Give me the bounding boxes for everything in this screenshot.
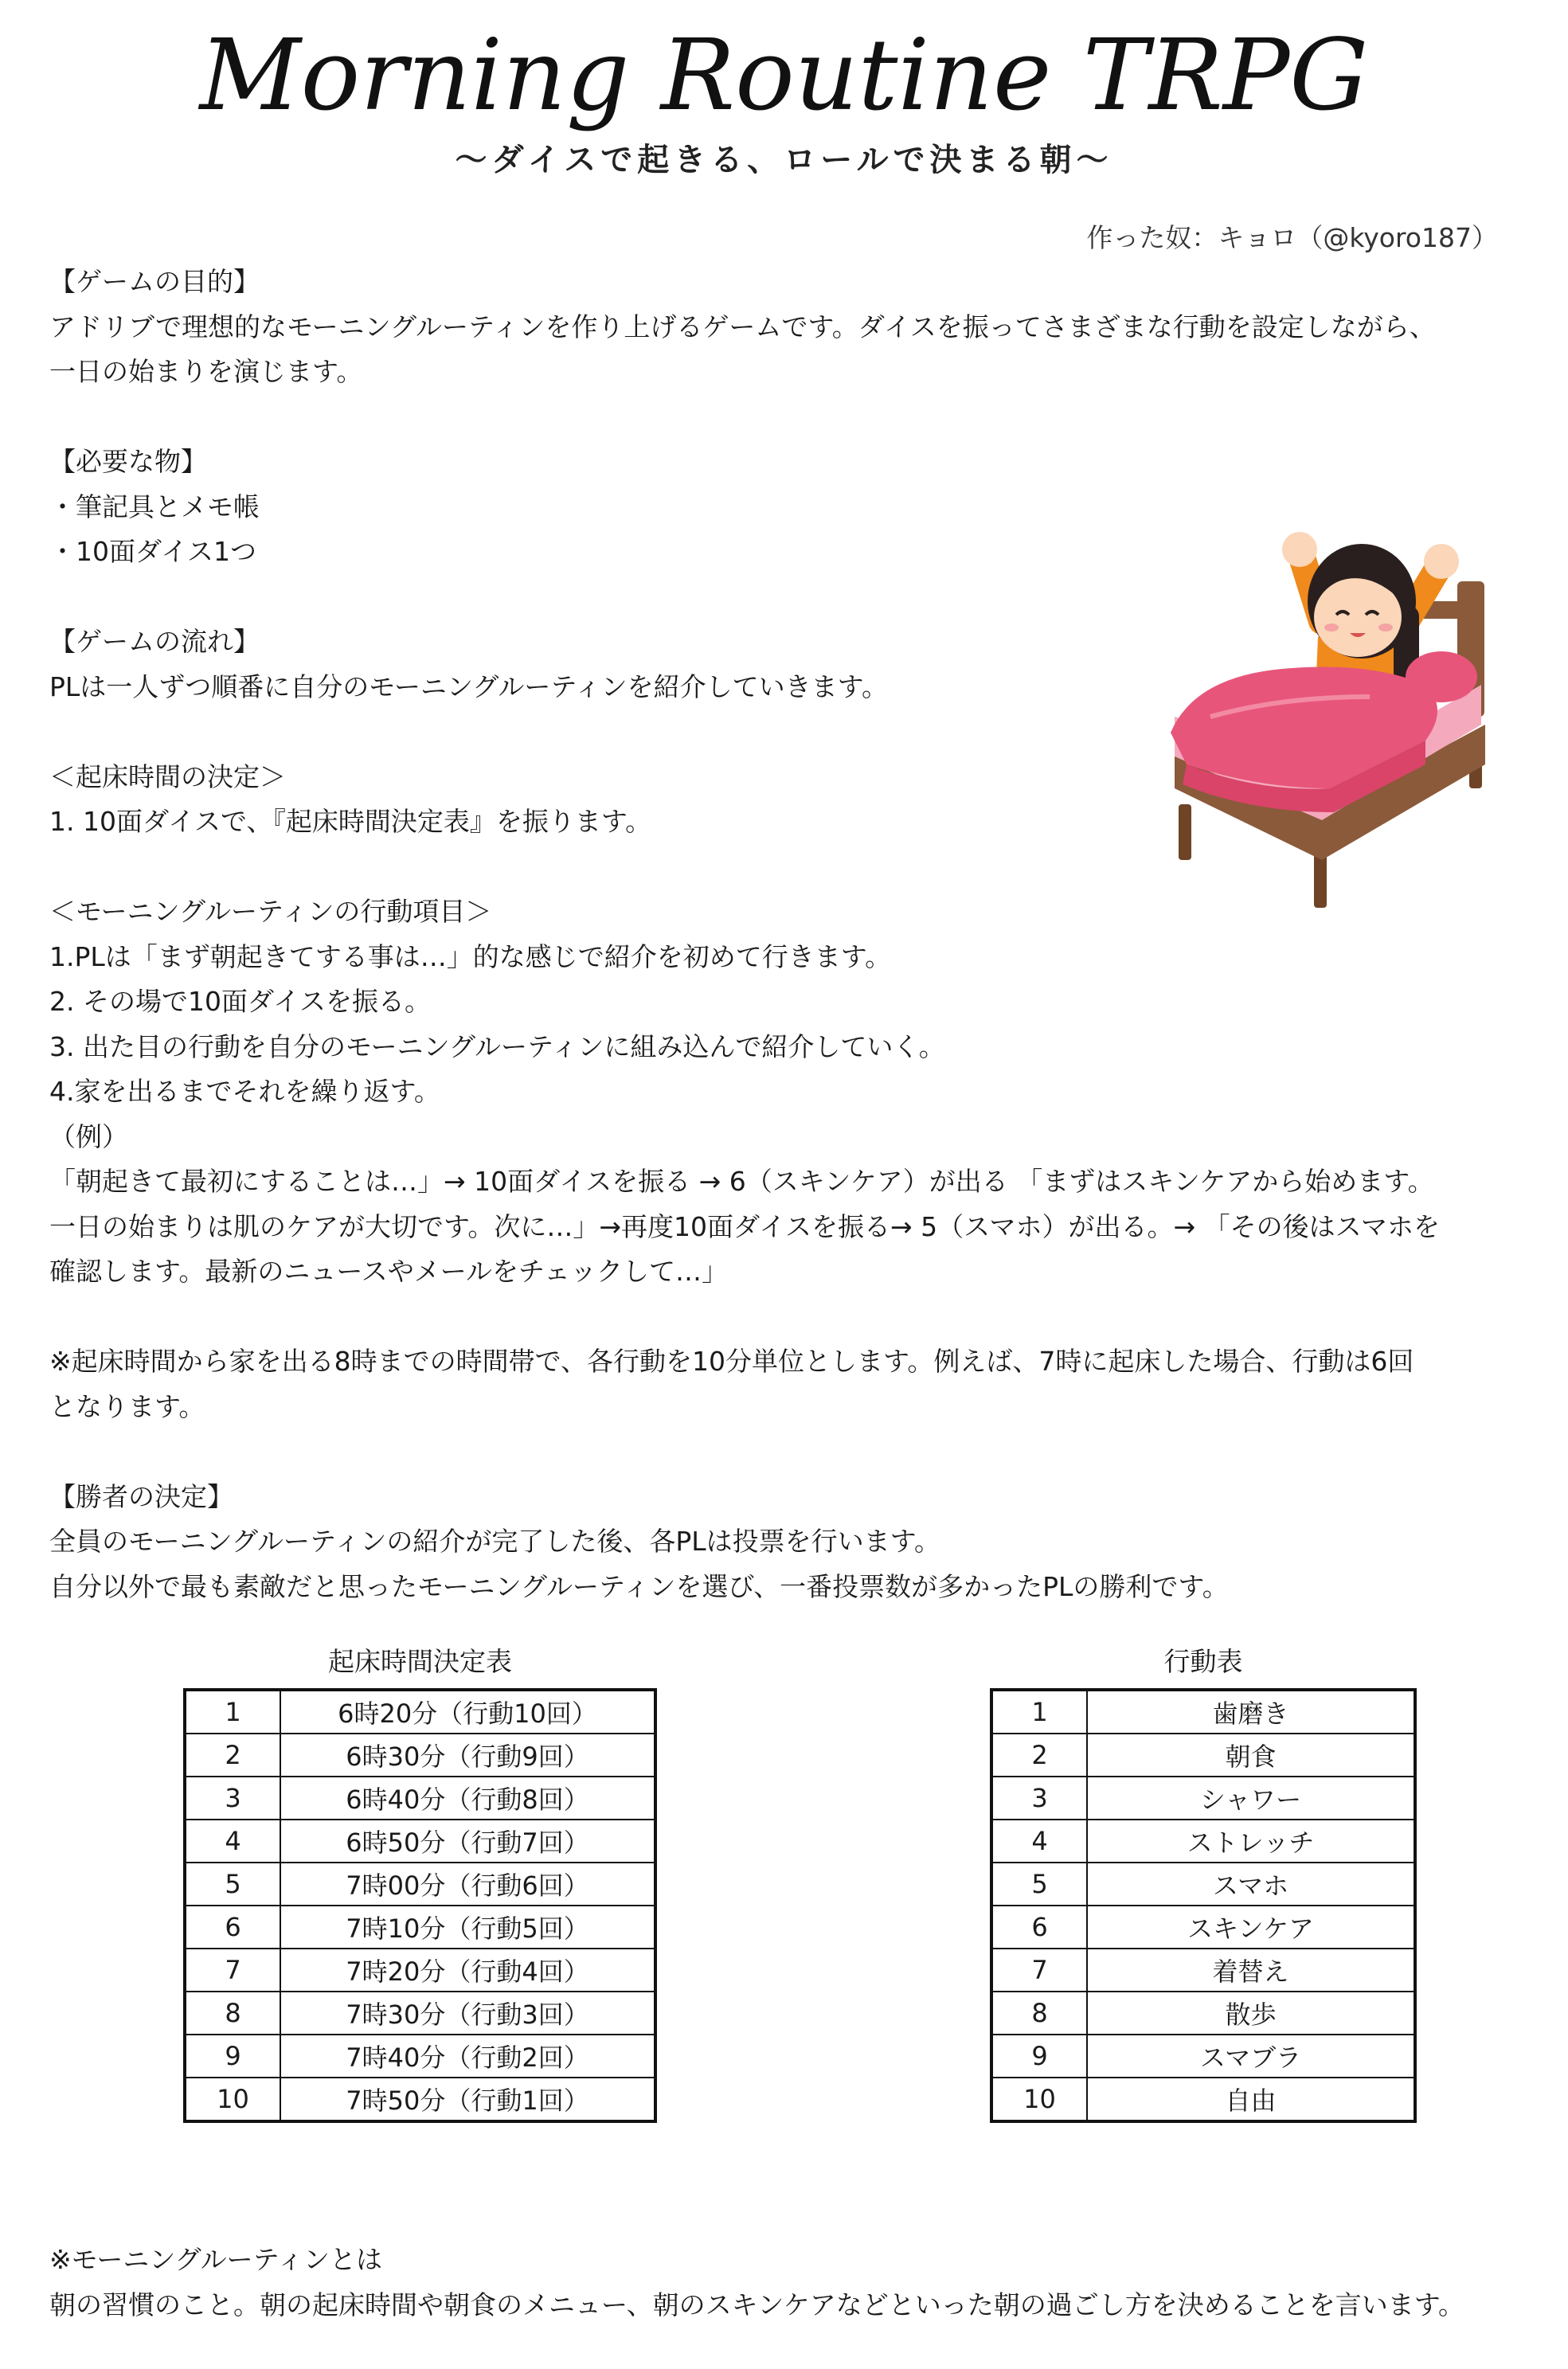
wake-time-table bbox=[183, 1688, 657, 2123]
body-line bbox=[49, 395, 1531, 440]
roll-number-cell: 6 bbox=[991, 1906, 1087, 1949]
table-row bbox=[185, 2078, 655, 2121]
rules-body bbox=[49, 260, 1531, 1609]
result-cell: 歯磨き bbox=[1087, 1690, 1415, 1734]
body-line: 全員のモーニングルーティンの紹介が完了した後、各PLは投票を行います。 bbox=[49, 1526, 941, 1557]
roll-number-cell: 7 bbox=[991, 1949, 1087, 1992]
body-line: 2. その場で10面ダイスを振る。 bbox=[49, 986, 431, 1017]
table-row bbox=[991, 1690, 1415, 1734]
body-line bbox=[49, 1295, 1531, 1340]
cheek bbox=[1378, 624, 1393, 631]
table-row bbox=[991, 1949, 1415, 1992]
body-line: 1. 10面ダイスで、『起床時間決定表』を振ります。 bbox=[49, 806, 652, 837]
body-line: ・筆記具とメモ帳 bbox=[49, 491, 260, 522]
table-row bbox=[185, 2035, 655, 2078]
table-row bbox=[991, 1906, 1415, 1949]
roll-number-cell: 5 bbox=[185, 1863, 280, 1906]
result-cell: 7時20分（行動4回） bbox=[280, 1949, 655, 1992]
body-line: 自分以外で最も素敵だと思ったモーニングルーティンを選び、一番投票数が多かったPLの勝利です。 bbox=[49, 1570, 1229, 1602]
result-cell: 6時40分（行動8回） bbox=[280, 1777, 655, 1820]
action-table-caption: 行動表 bbox=[1163, 1646, 1243, 1677]
result-cell: 7時30分（行動3回） bbox=[280, 1992, 655, 2035]
result-cell: 自由 bbox=[1087, 2078, 1415, 2121]
roll-number-cell: 2 bbox=[991, 1734, 1087, 1777]
page-subtitle: 〜ダイスで起きる、ロールで決まる朝〜 bbox=[455, 142, 1113, 178]
table-row bbox=[185, 1863, 655, 1906]
action-table bbox=[990, 1688, 1417, 2123]
result-cell: シャワー bbox=[1087, 1777, 1415, 1820]
result-cell: 着替え bbox=[1087, 1949, 1415, 1992]
roll-number-cell: 7 bbox=[185, 1949, 280, 1992]
footer-line: ※モーニングルーティンとは bbox=[49, 2244, 383, 2275]
roll-number-cell: 8 bbox=[185, 1992, 280, 2035]
body-line: 【勝者の決定】 bbox=[49, 1480, 233, 1512]
roll-number-cell: 9 bbox=[185, 2035, 280, 2078]
body-line: ＜起床時間の決定＞ bbox=[49, 760, 286, 792]
body-line: PLは一人ずつ順番に自分のモーニングルーティンを紹介していきます。 bbox=[49, 670, 889, 702]
roll-number-cell: 3 bbox=[991, 1777, 1087, 1820]
result-cell: 7時50分（行動1回） bbox=[280, 2078, 655, 2121]
table-row bbox=[991, 2035, 1415, 2078]
table-row bbox=[185, 1820, 655, 1863]
roll-number-cell: 4 bbox=[991, 1820, 1087, 1863]
roll-number-cell: 4 bbox=[185, 1820, 280, 1863]
table-row bbox=[991, 1777, 1415, 1820]
result-cell: 6時20分（行動10回） bbox=[280, 1690, 655, 1734]
roll-number-cell: 1 bbox=[991, 1690, 1087, 1734]
body-line: 【必要な物】 bbox=[49, 446, 207, 477]
result-cell: 朝食 bbox=[1087, 1734, 1415, 1777]
cheek bbox=[1324, 624, 1339, 631]
roll-number-cell: 5 bbox=[991, 1863, 1087, 1906]
body-line: 【ゲームの流れ】 bbox=[49, 626, 260, 657]
body-line: 一日の始まりを演じます。 bbox=[49, 356, 363, 387]
body-line: （例） bbox=[49, 1120, 128, 1152]
roll-number-cell: 3 bbox=[185, 1777, 280, 1820]
result-cell: スマブラ bbox=[1087, 2035, 1415, 2078]
table-row bbox=[991, 1820, 1415, 1863]
result-cell: 6時30分（行動9回） bbox=[280, 1734, 655, 1777]
right-fist bbox=[1424, 544, 1459, 579]
footer-line: 朝の習慣のこと。朝の起床時間や朝食のメニュー、朝のスキンケアなどといった朝の過ごし方を決めることを言います。 bbox=[49, 2289, 1465, 2320]
result-cell: 7時00分（行動6回） bbox=[280, 1863, 655, 1906]
table-row bbox=[185, 1690, 655, 1734]
roll-number-cell: 10 bbox=[185, 2078, 280, 2121]
table-row bbox=[991, 2078, 1415, 2121]
bed-leg bbox=[1179, 804, 1191, 860]
roll-number-cell: 6 bbox=[185, 1906, 280, 1949]
left-fist bbox=[1282, 532, 1317, 567]
table-row bbox=[185, 1992, 655, 2035]
result-cell: ストレッチ bbox=[1087, 1820, 1415, 1863]
result-cell: 7時40分（行動2回） bbox=[280, 2035, 655, 2078]
body-line: となります。 bbox=[49, 1390, 205, 1422]
roll-number-cell: 8 bbox=[991, 1992, 1087, 2035]
body-line: ・10面ダイス1つ bbox=[49, 536, 256, 567]
body-line: ※起床時間から家を出る8時までの時間帯で、各行動を10分単位とします。例えば、7時に起床した場合、行動は6回 bbox=[49, 1346, 1414, 1377]
roll-number-cell: 10 bbox=[991, 2078, 1087, 2121]
footer-note bbox=[49, 2238, 1531, 2328]
table-row bbox=[185, 1777, 655, 1820]
body-line: 確認します。最新のニュースやメールをチェックして…」 bbox=[49, 1256, 729, 1287]
body-line: ＜モーニングルーティンの行動項目＞ bbox=[49, 896, 492, 927]
result-cell: スキンケア bbox=[1087, 1906, 1415, 1949]
body-line: 4.家を出るまでそれを繰り返す。 bbox=[49, 1076, 440, 1107]
body-line: 【ゲームの目的】 bbox=[49, 266, 260, 297]
body-line bbox=[49, 1429, 1531, 1475]
result-cell: スマホ bbox=[1087, 1863, 1415, 1906]
result-cell: 6時50分（行動7回） bbox=[280, 1820, 655, 1863]
table-row bbox=[185, 1734, 655, 1777]
roll-number-cell: 2 bbox=[185, 1734, 280, 1777]
result-cell: 7時10分（行動5回） bbox=[280, 1906, 655, 1949]
roll-number-cell: 1 bbox=[185, 1690, 280, 1734]
table-row bbox=[991, 1992, 1415, 2035]
body-line: 1.PLは「まず朝起きてする事は…」的な感じで紹介を初めて行きます。 bbox=[49, 940, 892, 972]
result-cell: 散歩 bbox=[1087, 1992, 1415, 2035]
table-row bbox=[185, 1949, 655, 1992]
roll-number-cell: 9 bbox=[991, 2035, 1087, 2078]
table-row bbox=[185, 1906, 655, 1949]
body-line: 一日の始まりは肌のケアが大切です。次に…」→再度10面ダイスを振る→ 5（スマホ）が出る。→ 「その後はスマホを bbox=[49, 1210, 1440, 1242]
table-row bbox=[991, 1734, 1415, 1777]
table-row bbox=[991, 1863, 1415, 1906]
author-credit: 作った奴：キョロ（@kyoro187） bbox=[1086, 222, 1498, 253]
body-line: 「朝起きて最初にすることは…」→ 10面ダイスを振る → 6（スキンケア）が出る 「まずはスキンケアから始めます。 bbox=[49, 1166, 1434, 1197]
girl-waking-up-in-bed-illustration bbox=[1163, 526, 1513, 916]
page-title: Morning Routine TRPG bbox=[199, 18, 1369, 133]
wake-table-caption: 起床時間決定表 bbox=[328, 1646, 512, 1677]
body-line: 3. 出た目の行動を自分のモーニングルーティンに組み込んで紹介していく。 bbox=[49, 1030, 945, 1062]
body-line: アドリブで理想的なモーニングルーティンを作り上げるゲームです。ダイスを振ってさまざまな行動を設定しながら、 bbox=[49, 311, 1436, 342]
